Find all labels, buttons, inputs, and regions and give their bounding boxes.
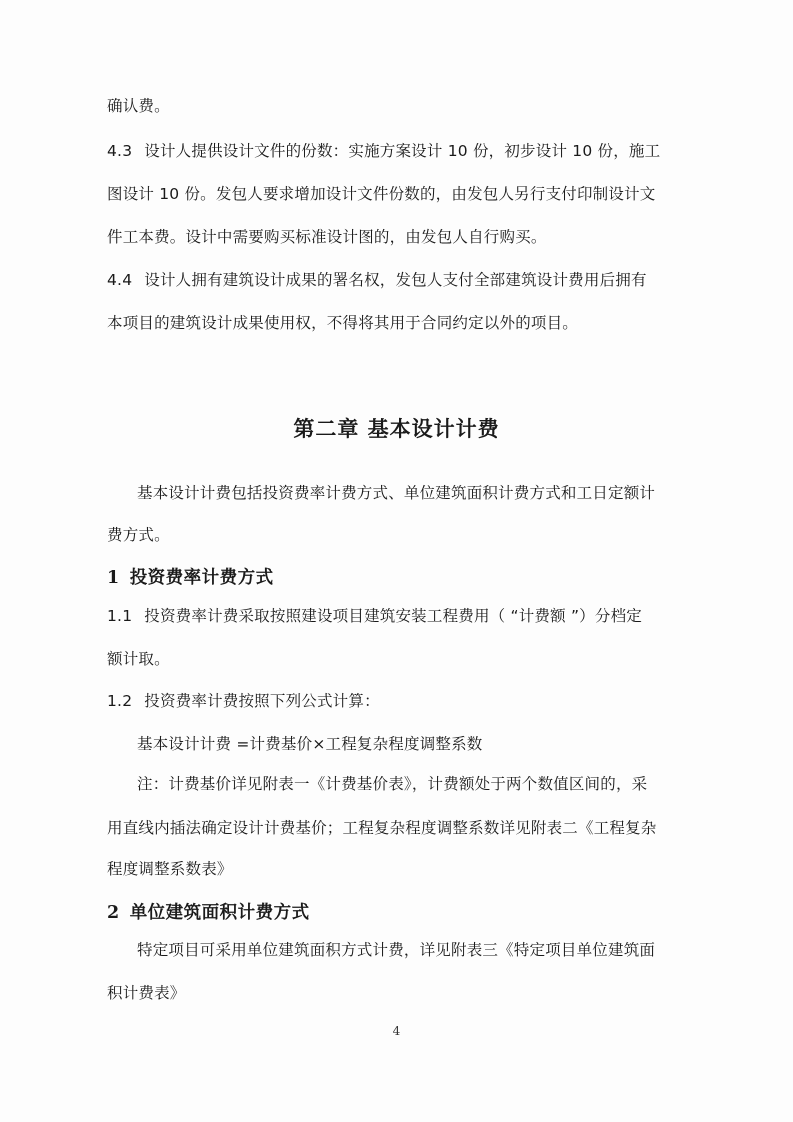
paragraph-text: 额计取。 xyxy=(107,650,170,668)
paragraph-line xyxy=(107,649,170,669)
paragraph-text: 确认费。 xyxy=(107,97,170,115)
note-text: 用直线内插法确定设计计费基价；工程复杂程度调整系数详见附表二《工程复杂 xyxy=(107,819,657,837)
clause-number: 4.4 xyxy=(107,271,133,289)
formula-text: 基本设计计费 =计费基价×工程复杂程度调整系数 xyxy=(137,735,483,753)
section-title: 投资费率计费方式 xyxy=(129,568,274,588)
clause-1-1-line xyxy=(107,606,642,626)
section-number: 2 xyxy=(107,903,120,923)
paragraph-line xyxy=(107,227,547,247)
section-title: 单位建筑面积计费方式 xyxy=(129,903,310,923)
clause-1-2-line xyxy=(107,691,380,711)
paragraph-line xyxy=(107,96,170,116)
paragraph-text: 投资费率计费按照下列公式计算： xyxy=(144,692,380,710)
note-line xyxy=(107,818,657,838)
clause-number: 1.2 xyxy=(107,692,133,710)
paragraph-line xyxy=(107,313,578,333)
page-number: 4 xyxy=(392,1024,401,1038)
paragraph-text: 积计费表》 xyxy=(107,984,186,1002)
chapter-title: 第二章 基本设计计费 xyxy=(293,417,500,441)
paragraph-text: 图设计 10 份。发包人要求增加设计文件份数的，由发包人另行支付印制设计文 xyxy=(107,185,656,203)
section-heading-1 xyxy=(107,564,274,589)
paragraph-line xyxy=(137,940,655,960)
formula xyxy=(137,734,483,754)
paragraph-line xyxy=(107,184,655,204)
clause-4-4-line xyxy=(107,270,647,290)
intro-line xyxy=(137,483,655,503)
paragraph-text: 投资费率计费采取按照建设项目建筑安装工程费用（ “计费额 ”）分档定 xyxy=(144,607,642,625)
note-text: 程度调整系数表》 xyxy=(107,860,233,878)
paragraph-text: 基本设计计费包括投资费率计费方式、单位建筑面积计费方式和工日定额计 xyxy=(137,484,656,502)
paragraph-text: 设计人提供设计文件的份数：实施方案设计 10 份，初步设计 10 份，施工 xyxy=(144,142,661,160)
paragraph-text: 设计人拥有建筑设计成果的署名权，发包人支付全部建筑设计费用后拥有 xyxy=(144,271,647,289)
note-text: 注：计费基价详见附表一《计费基价表》，计费额处于两个数值区间的，采 xyxy=(137,775,648,793)
note-line xyxy=(137,774,647,794)
clause-4-3-line xyxy=(107,141,660,161)
paragraph-line xyxy=(107,983,186,1003)
section-heading-2 xyxy=(107,899,310,924)
intro-line xyxy=(107,525,170,545)
paragraph-text: 件工本费。设计中需要购买标准设计图的，由发包人自行购买。 xyxy=(107,228,547,246)
paragraph-text: 特定项目可采用单位建筑面积方式计费，详见附表三《特定项目单位建筑面 xyxy=(137,941,656,959)
clause-number: 1.1 xyxy=(107,607,133,625)
paragraph-text: 本项目的建筑设计成果使用权，不得将其用于合同约定以外的项目。 xyxy=(107,314,579,332)
note-line xyxy=(107,859,233,879)
section-number: 1 xyxy=(107,568,120,588)
paragraph-text: 费方式。 xyxy=(107,526,170,544)
clause-number: 4.3 xyxy=(107,142,133,160)
